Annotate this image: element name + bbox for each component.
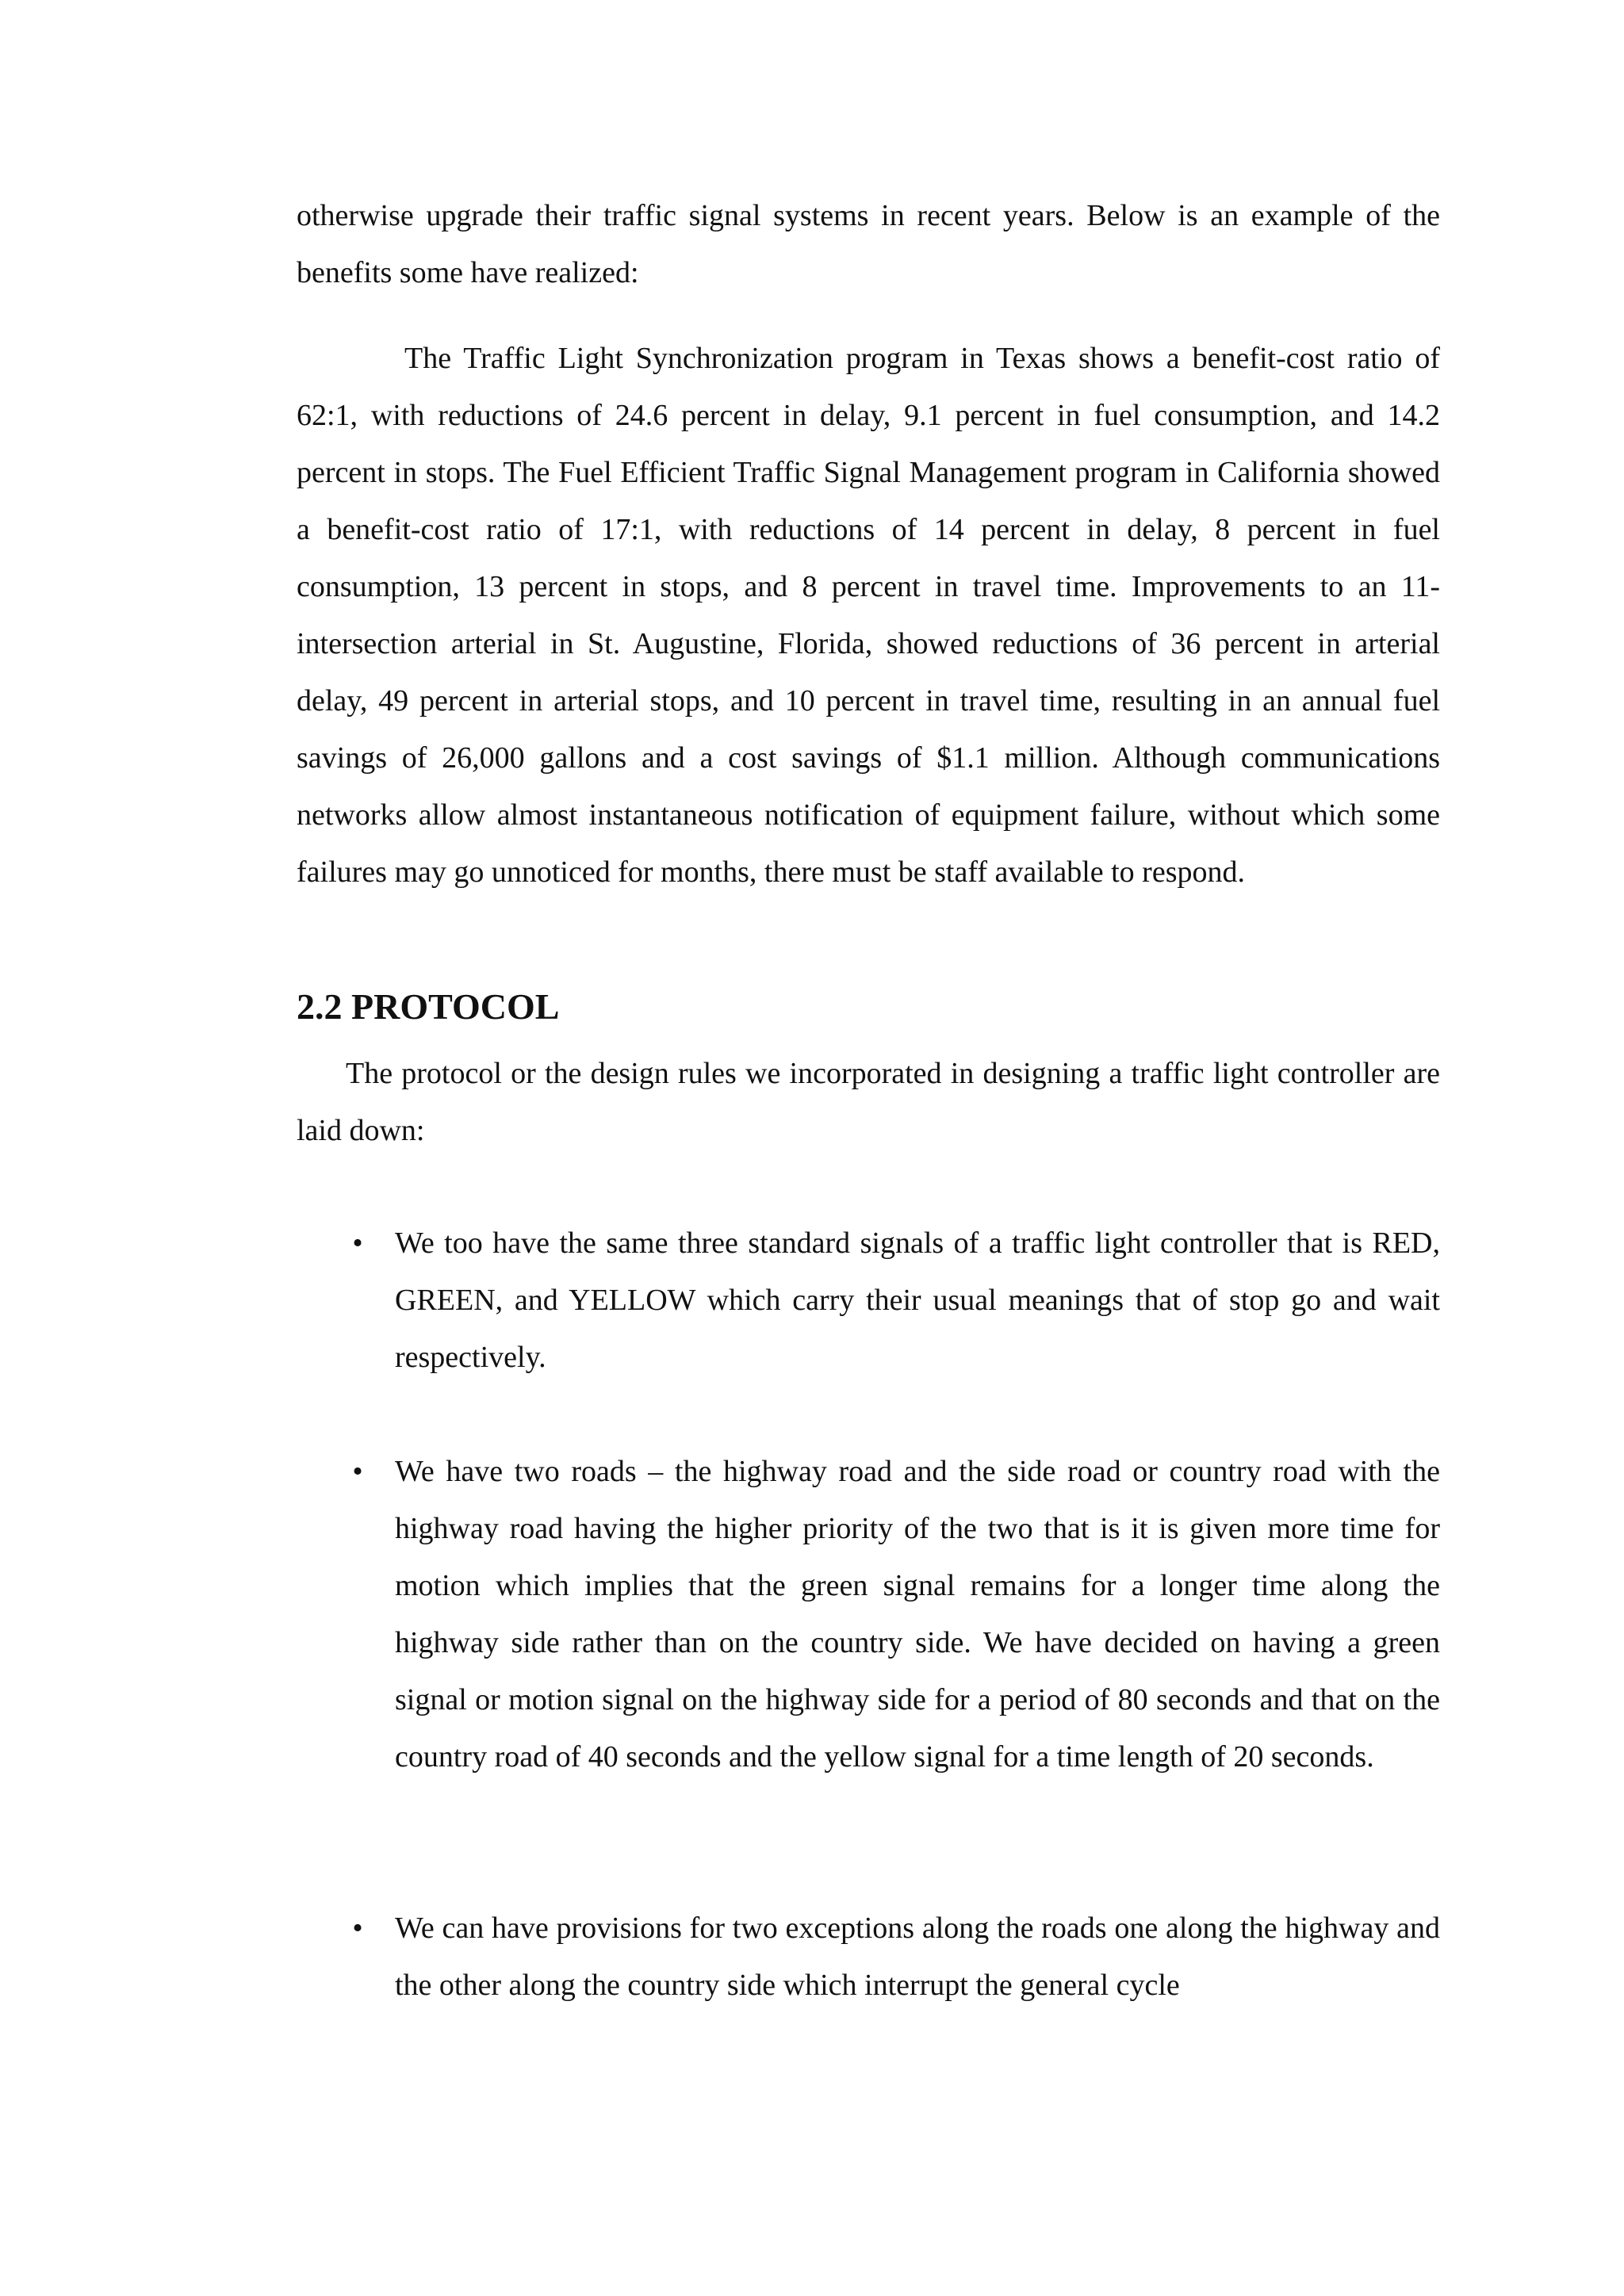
section-heading: 2.2 PROTOCOL (297, 986, 560, 1027)
list-item-text: We can have provisions for two exceptions along the roads one along the highway and the other along the country side which interrupt the general cycle (395, 1911, 1440, 2002)
list-item-text: We have two roads – the highway road and the side road or country road with the highway road having the higher priority of the two that is it is given more time for motion which implies that the green signal remains for a longer time along the highway side rather than on the country side. We have decided on having a green signal or motion signal on the highway side for a period of 80 seconds and that on the country road of 40 seconds and the yellow signal for a time length of 20 seconds. (395, 1455, 1440, 1774)
bullet-icon: • (352, 1911, 363, 1945)
list-item (297, 1443, 1440, 1785)
bullet-icon: • (352, 1455, 363, 1488)
list-item (297, 1215, 1440, 1386)
protocol-rules-list (297, 1215, 1440, 2014)
list-item-text: We too have the same three standard signals of a traffic light controller that is RED, GREEN, and YELLOW which carry their usual meanings that of stop go and wait respectively. (395, 1226, 1440, 1374)
bullet-icon: • (352, 1226, 363, 1260)
benefits-examples-paragraph: The Traffic Light Synchronization program in Texas shows a benefit-cost ratio of 62:1, with reductions of 24.6 percent in delay, 9.1 percent in fuel consumption, and 14.2 percent in stops. The Fuel Efficient Traffic Signal Management program in California showed a benefit-cost ratio of 17:1, with reductions of 14 percent in delay, 8 percent in fuel consumption, 13 percent in stops, and 8 percent in travel time. Improvements to an 11-intersection arterial in St. Augustine, Florida, showed reductions of 36 percent in arterial delay, 49 percent in arterial stops, and 10 percent in travel time, resulting in an annual fuel savings of 26,000 gallons and a cost savings of $1.1 million. Although communications networks allow almost instantaneous notification of equipment failure, without which some failures may go unnoticed for months, there must be staff available to respond. (297, 342, 1440, 889)
protocol-intro-paragraph: The protocol or the design rules we incorporated in designing a traffic light controller are laid down: (297, 1057, 1440, 1147)
intro-paragraph: otherwise upgrade their traffic signal systems in recent years. Below is an example of the benefits some have realized: (297, 199, 1440, 289)
list-item (297, 1900, 1440, 2014)
